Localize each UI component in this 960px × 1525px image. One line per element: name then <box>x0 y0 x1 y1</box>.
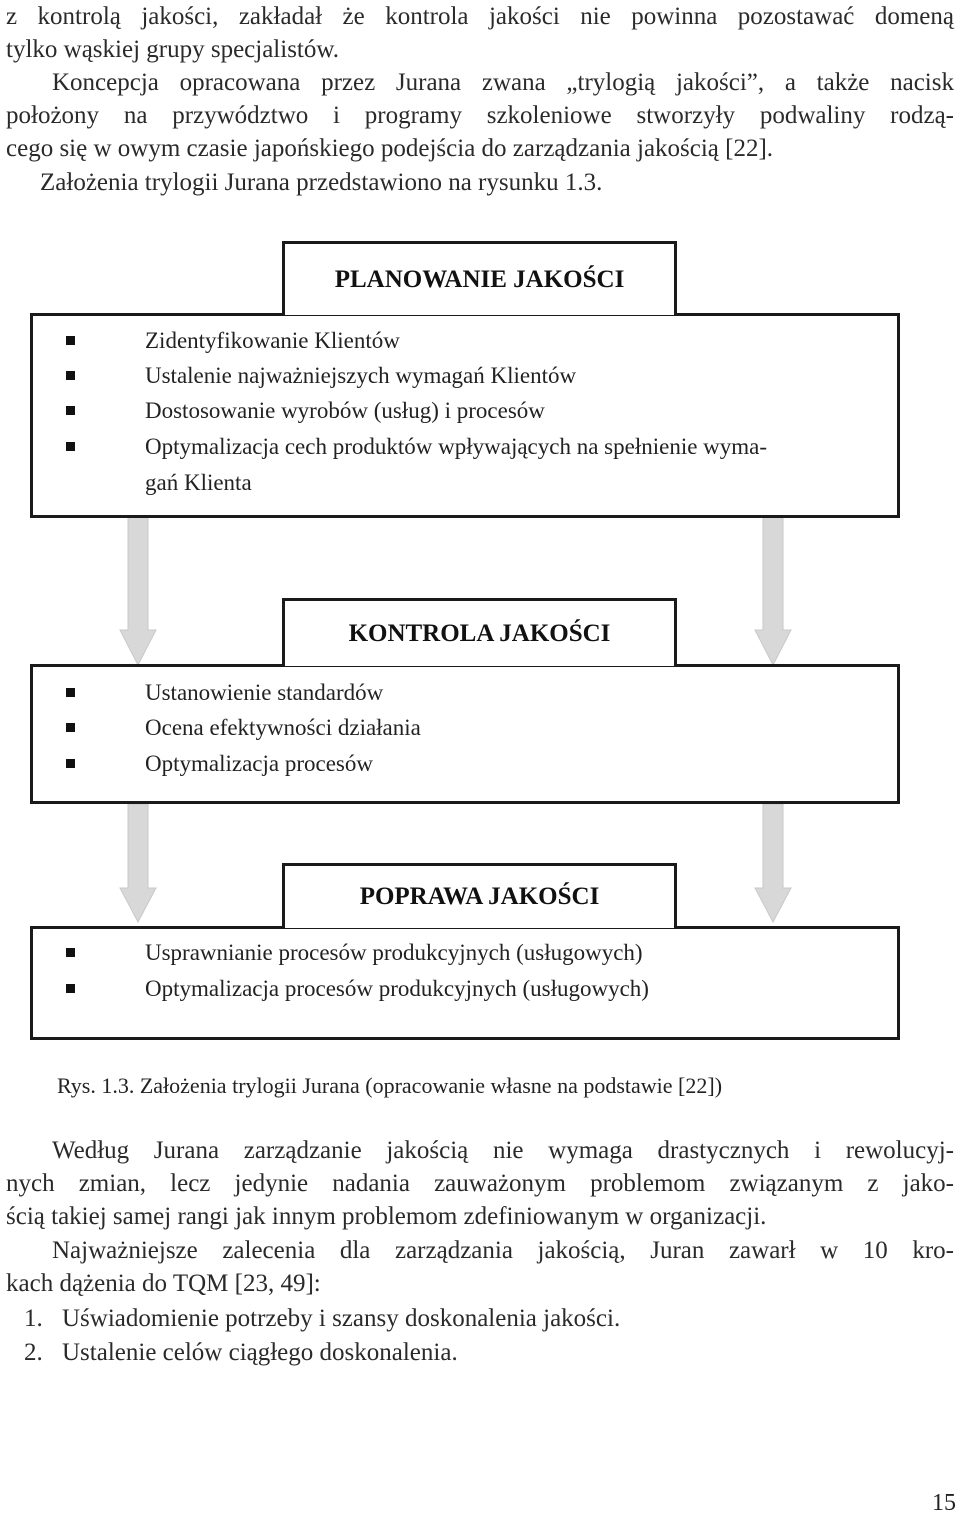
arrow-down-icon <box>755 804 791 922</box>
intro-line: Koncepcja opracowana przez Jurana zwana „trylogią jakości”, a także nacisk <box>52 69 954 96</box>
list-item-number: 2. <box>24 1339 43 1366</box>
list-item-text: Ustanowienie standardów <box>145 680 384 705</box>
planning-title <box>282 241 677 315</box>
bullet-square-icon <box>66 442 75 451</box>
list-item-text: Ocena efektywności działania <box>145 715 421 740</box>
bullet-square-icon <box>66 723 75 732</box>
bullet-square-icon <box>66 948 75 957</box>
list-item-continuation: gań Klienta <box>145 470 252 495</box>
bullet-square-icon <box>66 759 75 768</box>
list-item-text: Zidentyfikowanie Klientów <box>145 328 400 353</box>
intro-line: położony na przywództwo i programy szkoleniowe stworzyły podwaliny rodzą- <box>6 102 954 129</box>
body-line: Według Jurana zarządzanie jakością nie wymaga drastycznych i rewolucyj- <box>52 1137 954 1164</box>
list-item-text: Dostosowanie wyrobów (usług) i procesów <box>145 398 545 423</box>
bullet-square-icon <box>66 336 75 345</box>
list-item-text: Ustalenie najważniejszych wymagań Klientów <box>145 363 577 388</box>
arrow-down-icon <box>755 516 791 665</box>
figure-caption: Rys. 1.3. Założenia trylogii Jurana (opracowanie własne na podstawie [22]) <box>57 1073 723 1098</box>
body-line: Najważniejsze zalecenia dla zarządzania jakością, Juran zawarł w 10 kro- <box>52 1237 954 1264</box>
bullet-square-icon <box>66 371 75 380</box>
intro-line: Założenia trylogii Jurana przedstawiono na rysunku 1.3. <box>40 169 603 196</box>
list-item-text: Optymalizacja procesów produkcyjnych (usługowych) <box>145 976 649 1001</box>
list-item-text: Uświadomienie potrzeby i szansy doskonalenia jakości. <box>62 1305 621 1332</box>
bullet-square-icon <box>66 406 75 415</box>
improvement-title-text: POPRAWA JAKOŚCI <box>359 883 600 910</box>
planning-title-text: PLANOWANIE JAKOŚCI <box>334 265 625 293</box>
list-item-number: 1. <box>24 1305 43 1332</box>
arrow-down-icon <box>120 516 156 665</box>
control-title-text: KONTROLA JAKOŚCI <box>348 619 611 647</box>
improvement-title <box>282 863 677 928</box>
control-title <box>282 598 677 666</box>
list-item-text: Ustalenie celów ciągłego doskonalenia. <box>62 1339 458 1366</box>
list-item-text: Usprawnianie procesów produkcyjnych (usługowych) <box>145 940 643 965</box>
intro-line: z kontrolą jakości, zakładał że kontrola jakości nie powinna pozostawać domeną <box>6 3 954 30</box>
body-line: ścią takiej samej rangi jak innym problemom zdefiniowanym w organizacji. <box>6 1203 767 1230</box>
list-item-text: Optymalizacja cech produktów wpływających na spełnienie wyma- <box>145 434 768 459</box>
arrow-down-icon <box>120 804 156 922</box>
bullet-square-icon <box>66 688 75 697</box>
page-number: 15 <box>932 1490 956 1516</box>
intro-line: cego się w owym czasie japońskiego podejścia do zarządzania jakością [22]. <box>6 135 774 162</box>
body-line: kach dążenia do TQM [23, 49]: <box>6 1270 321 1297</box>
intro-line: tylko wąskiej grupy specjalistów. <box>6 36 340 63</box>
body-line: nych zmian, lecz jedynie nadania zauważonym problemom związanym z jako- <box>6 1170 954 1197</box>
list-item-text: Optymalizacja procesów <box>145 751 373 776</box>
bullet-square-icon <box>66 984 75 993</box>
